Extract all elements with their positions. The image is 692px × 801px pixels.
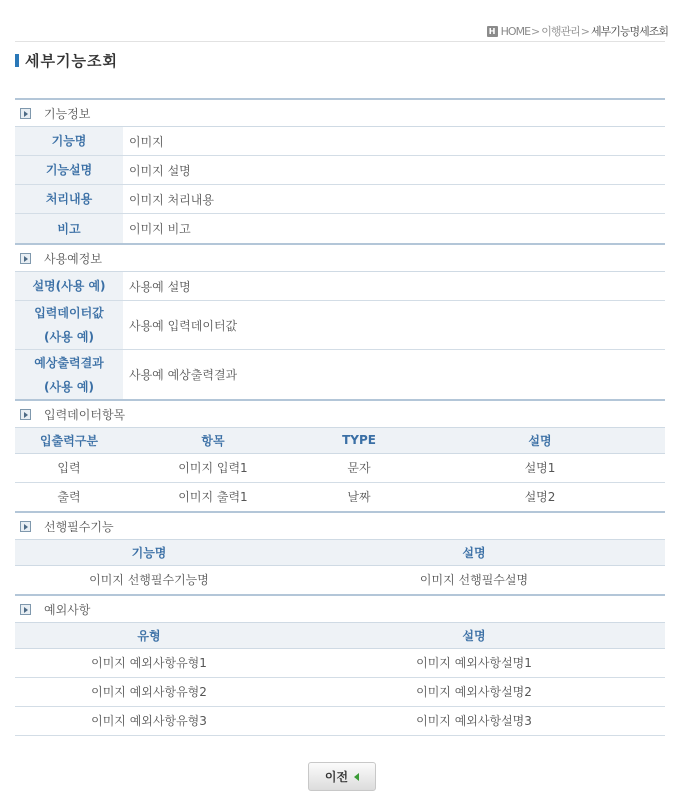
table-cell: 이미지 입력1: [123, 453, 303, 482]
row-value: 사용예 입력데이터값: [129, 318, 238, 333]
row-label-line: 입력데이터값: [34, 306, 104, 320]
column-header: 기능명: [15, 540, 283, 565]
title-bar-icon: [15, 54, 19, 67]
breadcrumb: [487, 24, 668, 38]
detail-content: [15, 98, 665, 736]
table-cell: 이미지 출력1: [178, 490, 248, 505]
table-cell: 이미지 예외사항설명2: [283, 677, 665, 706]
breadcrumb-level1[interactable]: 이행관리: [541, 25, 580, 38]
table-cell: 이미지 선행필수기능명: [89, 573, 209, 588]
section-header-prerequisite: [15, 511, 665, 540]
table-row: [15, 565, 665, 594]
row-label-line: (사용 예): [44, 330, 94, 344]
column-header: 입출력구분: [15, 428, 123, 453]
row-label: 기능설명: [15, 156, 123, 184]
section-arrow-icon: [20, 604, 31, 615]
table-cell: 이미지 예외사항설명3: [283, 706, 665, 735]
section-header-exceptions: [15, 594, 665, 623]
section-arrow-icon: [20, 253, 31, 264]
table-row: [15, 677, 665, 706]
row-value: 사용예 예상출력결과: [129, 368, 238, 382]
table-cell: 날짜: [347, 490, 371, 505]
header-divider: [15, 41, 665, 42]
table-row: [15, 648, 665, 677]
column-header: TYPE: [303, 428, 415, 453]
page-title: [15, 50, 118, 70]
breadcrumb-separator-icon: >: [531, 24, 541, 38]
prev-button-label: 이전: [324, 770, 349, 784]
info-row-function-desc: [15, 156, 665, 185]
usage-row-input: [15, 301, 665, 350]
section-arrow-icon: [20, 409, 31, 420]
input-data-table: [15, 428, 665, 511]
exceptions-table: [15, 623, 665, 736]
section-title: 예외사항: [44, 602, 91, 617]
prerequisite-table: [15, 540, 665, 594]
row-label: 기능명: [15, 127, 123, 155]
column-header: 유형: [15, 623, 283, 648]
table-row: [15, 706, 665, 735]
row-label-line: 예상출력결과: [34, 355, 104, 370]
info-row-process: [15, 185, 665, 214]
row-value: 이미지 설명: [129, 163, 191, 178]
row-value: 사용예 설명: [129, 279, 191, 294]
table-cell: 이미지 예외사항유형2: [15, 677, 283, 706]
breadcrumb-current: 세부기능명세조회: [590, 25, 668, 38]
table-cell: 이미지 선행필수설명: [419, 573, 529, 588]
table-cell: 이미지 예외사항유형3: [15, 706, 283, 735]
info-row-remark: [15, 214, 665, 243]
section-arrow-icon: [20, 108, 31, 119]
table-cell: 이미지 예외사항설명1: [283, 648, 665, 677]
breadcrumb-home[interactable]: HOME: [500, 24, 531, 38]
prev-button[interactable]: [308, 762, 376, 791]
section-header-usage-info: [15, 243, 665, 272]
row-label: 설명(사용 예): [15, 272, 123, 300]
table-cell: 이미지 예외사항유형1: [15, 648, 283, 677]
column-header: 설명: [283, 540, 665, 565]
section-title: 사용예정보: [44, 251, 102, 266]
home-icon[interactable]: H: [487, 26, 498, 37]
usage-row-output: [15, 350, 665, 399]
row-value: 이미지: [129, 134, 164, 149]
row-label: 비고: [15, 214, 123, 243]
table-header-row: [15, 540, 665, 565]
row-value: 이미지 비고: [129, 222, 191, 236]
row-label: [15, 350, 123, 399]
table-cell: 설명1: [415, 453, 665, 482]
info-row-function-name: [15, 127, 665, 156]
row-label-line: (사용 예): [44, 379, 94, 394]
section-title: 입력데이터항목: [44, 407, 126, 422]
table-header-row: [15, 428, 665, 453]
table-header-row: [15, 623, 665, 648]
table-cell: 입력: [15, 453, 123, 482]
section-header-function-info: [15, 98, 665, 127]
table-cell: 설명2: [524, 490, 556, 505]
column-header: 설명: [283, 623, 665, 648]
page-title-text: 세부기능조회: [25, 51, 118, 70]
section-title: 기능정보: [44, 106, 91, 121]
table-row: [15, 453, 665, 482]
usage-row-description: [15, 272, 665, 301]
row-label: [15, 301, 123, 349]
arrow-left-icon: [354, 773, 359, 781]
table-cell: 출력: [57, 490, 81, 505]
row-value: 이미지 처리내용: [129, 192, 214, 207]
breadcrumb-separator-icon: >: [580, 24, 590, 38]
row-label: 처리내용: [15, 185, 123, 213]
section-header-input-data: [15, 399, 665, 428]
column-header: 설명: [415, 428, 665, 453]
column-header: 항목: [123, 428, 303, 453]
section-title: 선행필수기능: [44, 519, 114, 534]
table-cell: 문자: [303, 453, 415, 482]
section-arrow-icon: [20, 521, 31, 532]
table-row: [15, 482, 665, 511]
